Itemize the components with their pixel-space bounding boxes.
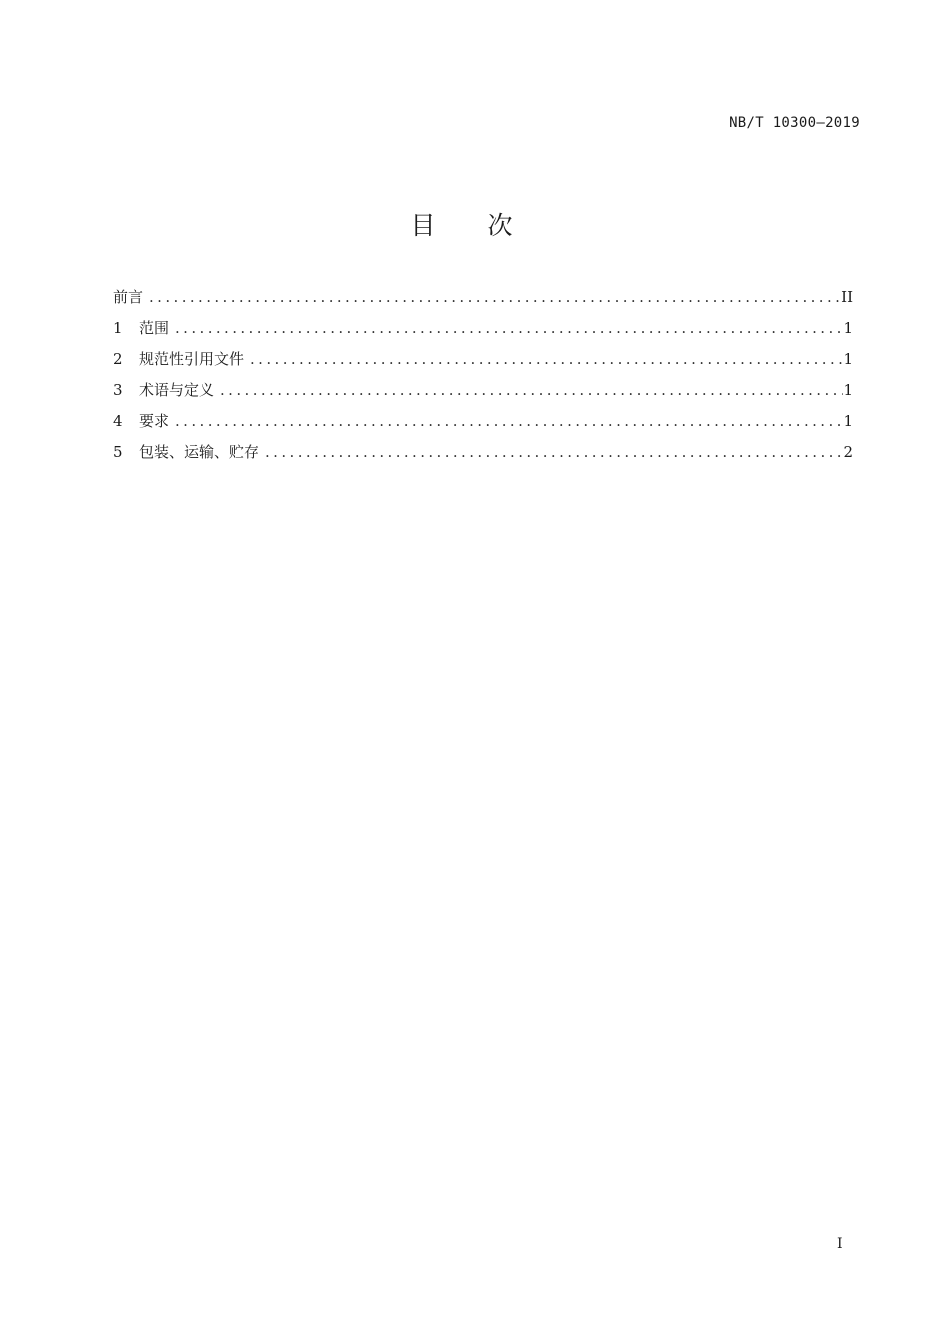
toc-entry-label: 范围 <box>139 319 170 337</box>
toc-leader-dots <box>169 412 843 430</box>
toc-entry-terms-definitions[interactable] <box>113 379 853 410</box>
toc-entry-requirements[interactable] <box>113 410 853 441</box>
toc-entry-page: 1 <box>843 350 853 368</box>
toc-entry-number: 3 <box>113 381 123 399</box>
toc-entry-normative-references[interactable] <box>113 348 853 379</box>
table-of-contents <box>113 286 853 472</box>
page-number: I <box>837 1236 843 1252</box>
toc-leader-dots <box>214 381 843 399</box>
toc-leader-dots <box>143 288 841 306</box>
toc-entry-number: 2 <box>113 350 123 368</box>
document-code: NB/T 10300—2019 <box>729 115 860 131</box>
toc-entry-scope[interactable] <box>113 317 853 348</box>
toc-leader-dots <box>244 350 843 368</box>
toc-entry-page: 1 <box>843 412 853 430</box>
toc-entry-number: 5 <box>113 443 123 461</box>
toc-entry-label: 包装、运输、贮存 <box>139 443 260 461</box>
toc-entry-page: II <box>841 288 853 306</box>
toc-entry-number: 4 <box>113 412 123 430</box>
toc-entry-foreword[interactable] <box>113 286 853 317</box>
toc-entry-label: 前言 <box>113 288 144 306</box>
toc-entry-page: 1 <box>843 381 853 399</box>
toc-leader-dots <box>169 319 843 337</box>
toc-entry-label: 要求 <box>139 412 170 430</box>
toc-entry-number: 1 <box>113 319 123 337</box>
toc-leader-dots <box>259 443 843 461</box>
toc-entry-packaging-transport-storage[interactable] <box>113 441 853 472</box>
toc-entry-page: 2 <box>843 443 853 461</box>
page-title: 目次 <box>410 211 565 240</box>
toc-entry-label: 术语与定义 <box>139 381 215 399</box>
toc-entry-label: 规范性引用文件 <box>139 350 245 368</box>
toc-entry-page: 1 <box>843 319 853 337</box>
